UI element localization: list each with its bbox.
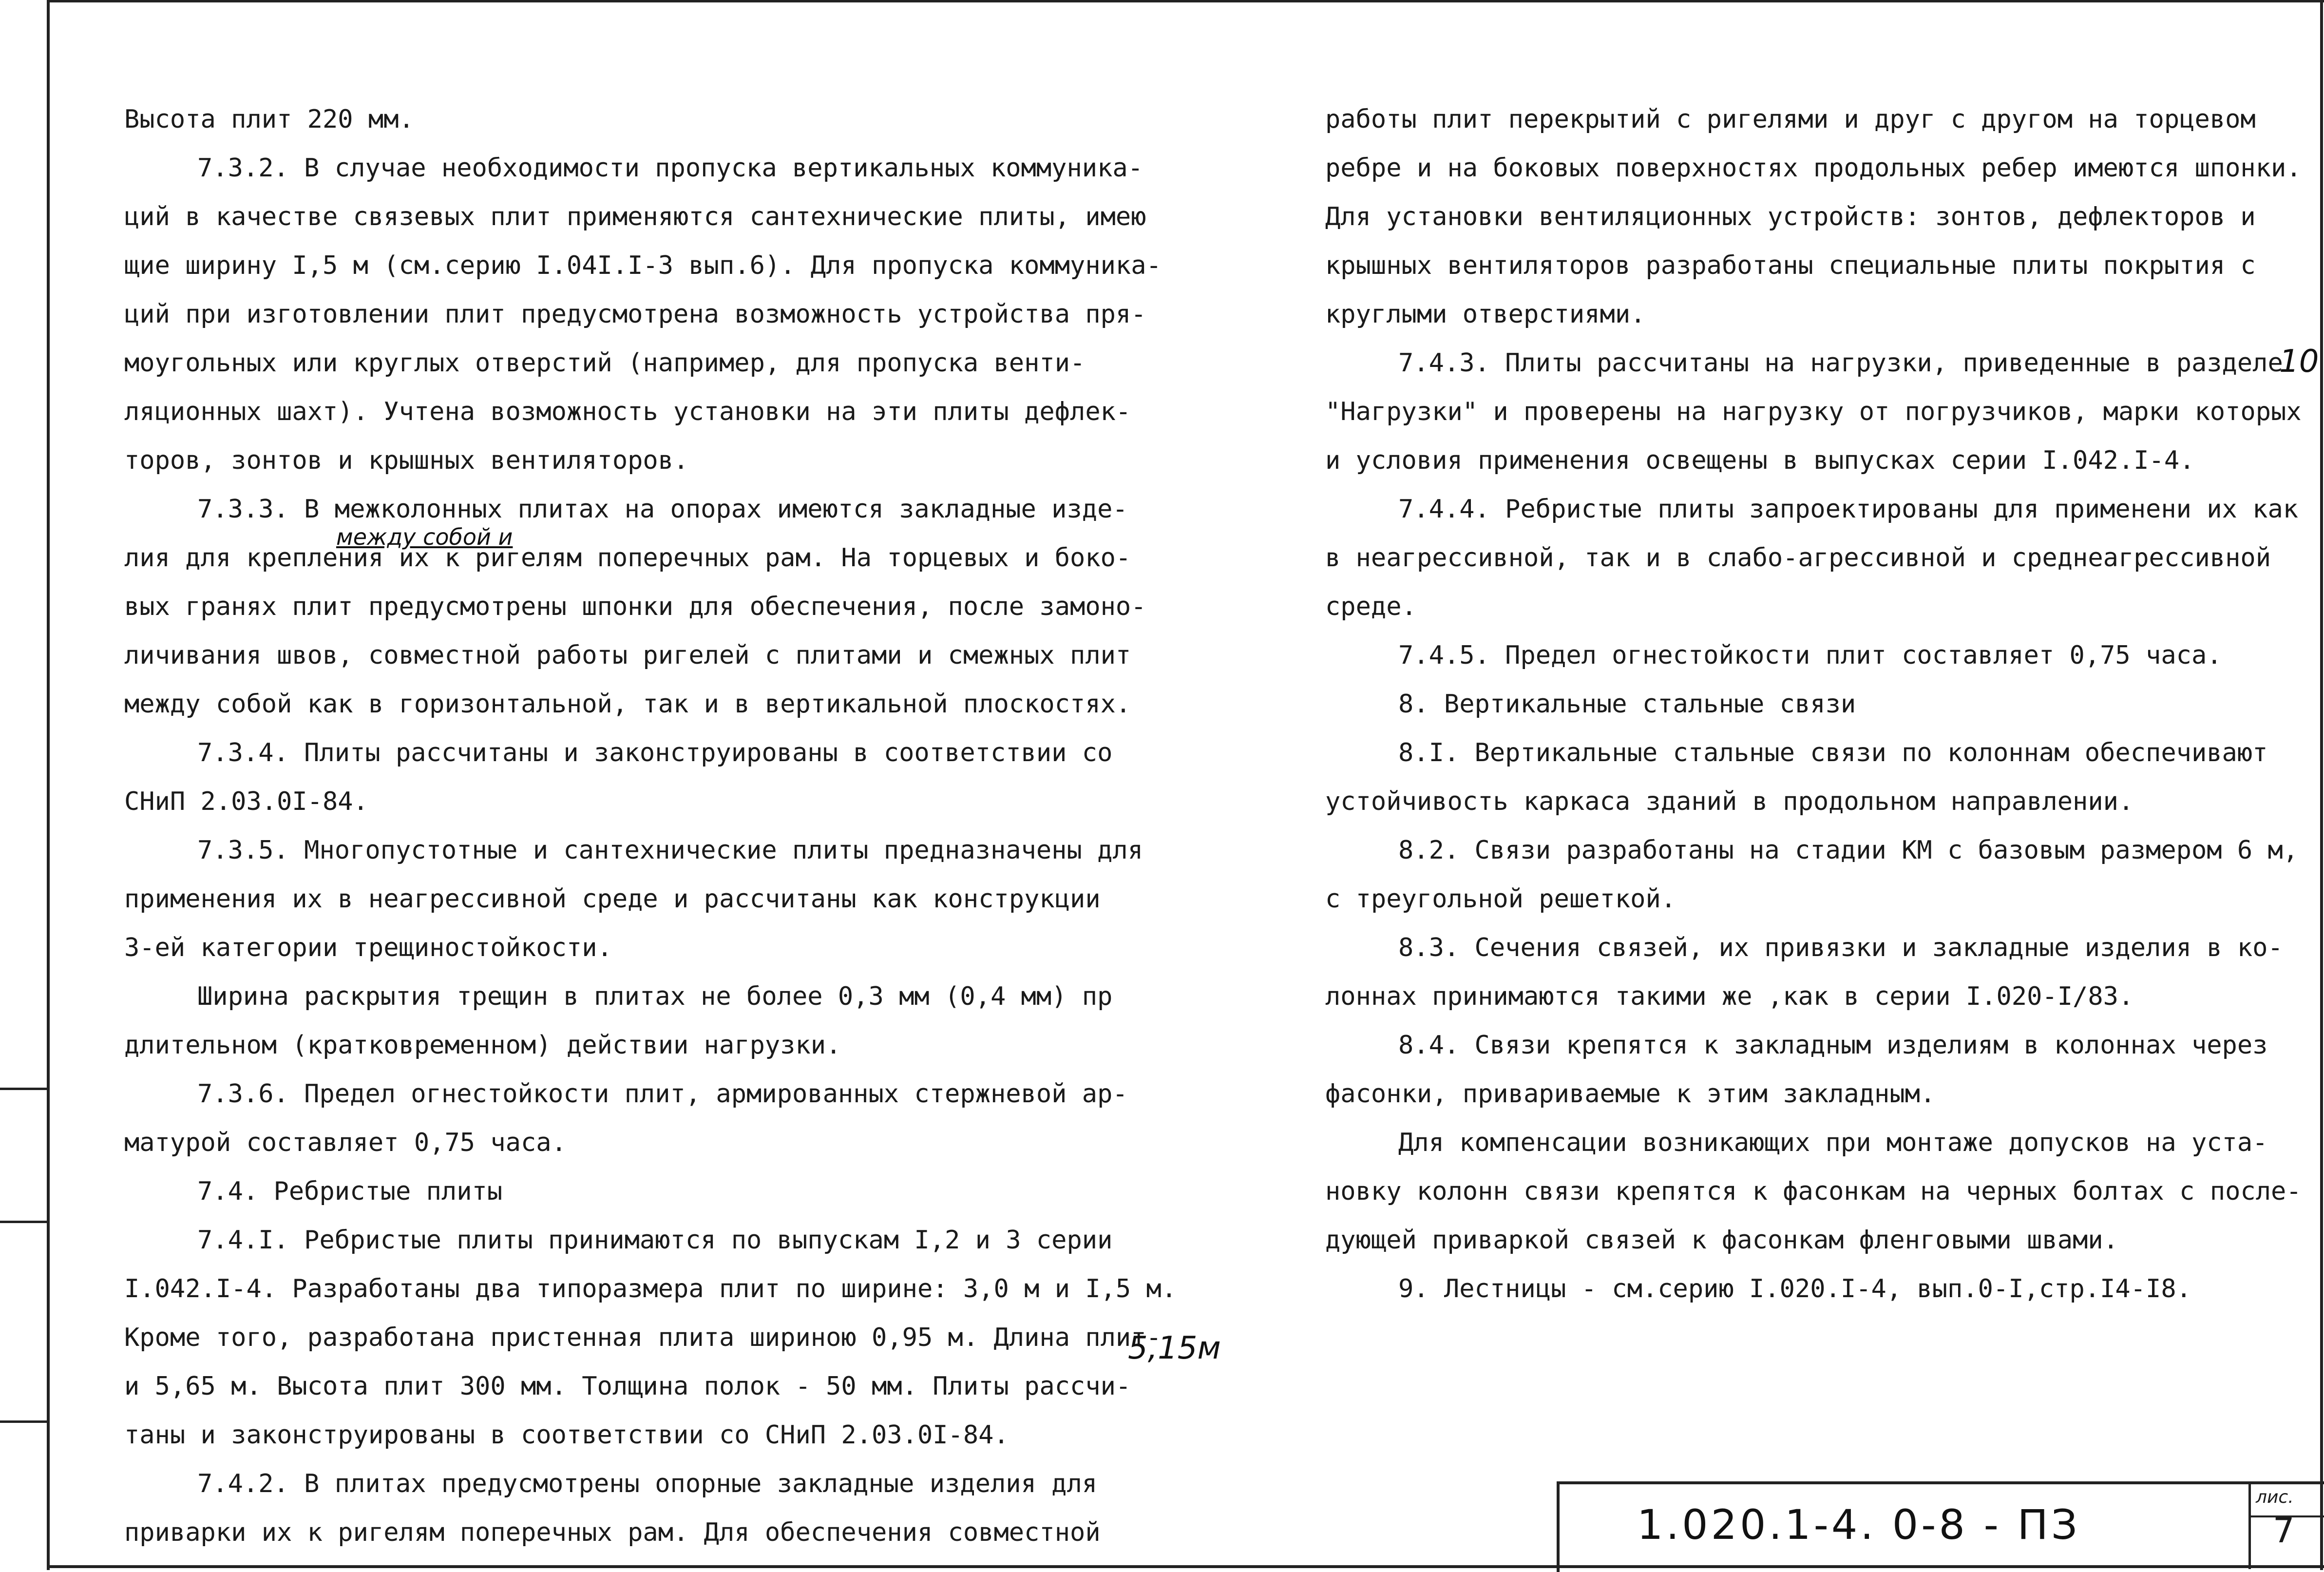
text-line: длительном (кратковременном) действии нагрузки. — [124, 1031, 841, 1060]
frame-right-border — [2320, 0, 2323, 1570]
text-line: применения их в неагрессивной среде и рассчитаны как конструкции — [124, 884, 1101, 914]
text-line: работы плит перекрытий с ригелями и друг с другом на торцевом — [1325, 105, 2256, 134]
text-line: с треугольной решеткой. — [1325, 884, 1676, 914]
text-line: круглыми отверстиями. — [1325, 300, 1646, 329]
text-line: и 5,65 м. Высота плит 300 мм. Толщина полок - 50 мм. Плиты рассчи- — [124, 1372, 1131, 1401]
text-line: устойчивость каркаса зданий в продольном направлении. — [1325, 787, 2134, 816]
text-line: I.042.I-4. Разработаны два типоразмера плит по ширине: 3,0 м и I,5 м. — [124, 1274, 1177, 1304]
text-line: 7.4.I. Ребристые плиты принимаются по выпускам I,2 и 3 серии — [197, 1226, 1113, 1255]
margin-stamp-line — [0, 1088, 47, 1090]
text-line: фасонки, привариваемые к этим закладным. — [1325, 1079, 1936, 1109]
text-line: 7.3.6. Предел огнестойкости плит, армированных стержневой ар- — [197, 1079, 1128, 1109]
text-line: 7.4.4. Ребристые плиты запроектированы для применени их как — [1398, 495, 2299, 524]
text-line: между собой как в горизонтальной, так и в вертикальной плоскостях. — [124, 690, 1131, 719]
text-line: лоннах принимаются такими же ,как в серии I.020-I/83. — [1325, 982, 2134, 1011]
text-line: личивания швов, совместной работы ригелей с плитами и смежных плит — [124, 641, 1131, 670]
text-line: моугольных или круглых отверстий (например, для пропуска венти- — [124, 348, 1086, 378]
section-heading: 7.4. Ребристые плиты — [197, 1177, 503, 1206]
text-line: ций при изготовлении плит предусмотрена возможность устройства пря- — [124, 300, 1146, 329]
margin-stamp-line — [0, 1420, 47, 1423]
sheet-number: 7 — [2273, 1511, 2295, 1551]
handwritten-section-number: 10 — [2279, 344, 2319, 380]
text-line: крышных вентиляторов разработаны специальные плиты покрытия с — [1325, 251, 2256, 280]
section-heading: 8. Вертикальные стальные связи — [1398, 690, 1856, 719]
text-line: 7.3.3. В межколонных плитах на опорах имеются закладные изде- — [197, 495, 1128, 524]
text-line: Для компенсации возникающих при монтаже допусков на уста- — [1398, 1128, 2268, 1157]
text-line: 7.4.3. Плиты рассчитаны на нагрузки, приведенные в разделе — [1398, 348, 2283, 378]
margin-stamp-line — [0, 1221, 47, 1223]
text-line: 7.3.2. В случае необходимости пропуска вертикальных коммуника- — [197, 153, 1143, 183]
text-line: 9. Лестницы - см.серию I.020.I-4, вып.0-I,стр.I4-I8. — [1398, 1274, 2191, 1304]
text-line: Высота плит 220 мм. — [124, 105, 414, 134]
text-line: щие ширину I,5 м (см.серию I.04I.I-3 вып.6). Для пропуска коммуника- — [124, 251, 1162, 280]
text-line: 8.I. Вертикальные стальные связи по колоннам обеспечивают — [1398, 738, 2268, 767]
text-line: 8.2. Связи разработаны на стадии КМ с базовым размером 6 м, — [1398, 836, 2299, 865]
text-line: в неагрессивной, так и в слабо-агрессивной и среднеагрессивной — [1325, 543, 2271, 573]
text-line: СНиП 2.03.0I-84. — [124, 787, 368, 816]
text-line: матурой составляет 0,75 часа. — [124, 1128, 567, 1157]
text-line: таны и законструированы в соответствии со СНиП 2.03.0I-84. — [124, 1420, 1009, 1450]
text-line: 8.3. Сечения связей, их привязки и закладные изделия в ко- — [1398, 933, 2283, 962]
text-line: приварки их к ригелям поперечных рам. Для обеспечения совместной — [124, 1518, 1101, 1547]
text-line: "Нагрузки" и проверены на нагрузку от погрузчиков, марки которых — [1325, 397, 2302, 426]
text-line: вых гранях плит предусмотрены шпонки для обеспечения, после замоно- — [124, 592, 1146, 621]
text-line: и условия применения освещены в выпусках серии I.042.I-4. — [1325, 446, 2195, 475]
document-code: 1.020.1-4. 0-8 - ПЗ — [1637, 1501, 2080, 1549]
text-line: 3-ей категории трещиностойкости. — [124, 933, 612, 962]
text-line: ляционных шахт). Учтена возможность установки на эти плиты дефлек- — [124, 397, 1131, 426]
text-line: 7.3.4. Плиты рассчитаны и законструированы в соответствии со — [197, 738, 1113, 767]
text-line: Для установки вентиляционных устройств: зонтов, дефлекторов и — [1325, 202, 2256, 231]
text-line: среде. — [1325, 592, 1417, 621]
right-text-column — [1325, 95, 2309, 1313]
text-line: Ширина раскрытия трещин в плитах не более 0,3 мм (0,4 мм) пр — [197, 982, 1113, 1011]
text-line: Кроме того, разработана пристенная плита шириною 0,95 м. Длина плит- — [124, 1323, 1162, 1352]
text-line: ребре и на боковых поверхностях продольных ребер имеются шпонки. — [1325, 153, 2302, 183]
handwritten-length-value: 5,15м — [1128, 1330, 1221, 1366]
text-line: дующей приваркой связей к фасонкам фленговыми швами. — [1325, 1226, 2118, 1255]
frame-top-border — [47, 0, 2324, 9]
text-line: 8.4. Связи крепятся к закладным изделиям в колоннах через — [1398, 1031, 2268, 1060]
text-line: 7.3.5. Многопустотные и сантехнические плиты предназначены для — [197, 836, 1143, 865]
text-line: торов, зонтов и крышных вентиляторов. — [124, 446, 689, 475]
text-line: новку колонн связи крепятся к фасонкам на черных болтах с после- — [1325, 1177, 2302, 1206]
sheet-label: лис. — [2256, 1487, 2294, 1507]
text-line: 7.4.2. В плитах предусмотрены опорные закладные изделия для — [197, 1469, 1098, 1498]
handwritten-insertion: между собой и — [336, 524, 513, 550]
text-line: ций в качестве связевых плит применяются сантехнические плиты, имею — [124, 202, 1146, 231]
text-line: 7.4.5. Предел огнестойкости плит составляет 0,75 часа. — [1398, 641, 2222, 670]
frame-left-border — [47, 0, 50, 1570]
text-line: лия для крепления их к ригелям поперечных рам. На торцевых и боко- — [124, 543, 1131, 573]
